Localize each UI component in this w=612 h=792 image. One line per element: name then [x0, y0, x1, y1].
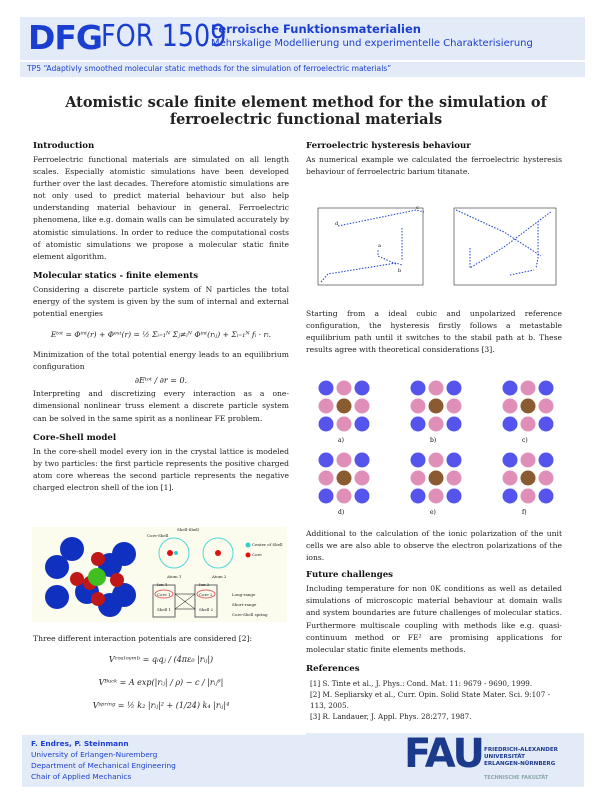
- potentials-section: [33, 633, 289, 710]
- interp-text: Interpreting and discretizing every interaction as a one-dimensional nonlinear truss element a discrete particle system can be solved in the same spirit as a nonlinear FE problem.: [33, 389, 289, 423]
- potentials-text: Three different interaction potentials are considered [2]:: [33, 634, 253, 643]
- pink-atom: [411, 399, 426, 414]
- buckingham-equation: Vᴮᵘᶜᵏ = A exp(|rᵢⱼ| / ρ) − c / |rᵢⱼ⁶|: [98, 678, 224, 688]
- title-line2: ferroelectric functional materials: [169, 111, 443, 128]
- pink-atom: [429, 381, 444, 396]
- center-ion: [88, 568, 106, 586]
- fau-logo: FAU: [404, 731, 483, 777]
- blue-atom: [411, 417, 426, 432]
- authors: F. Endres, P. Steinmann: [31, 739, 129, 748]
- blue-atom: [411, 453, 426, 468]
- label-atom2: Atom 2: [212, 574, 227, 579]
- plot-label-d: d: [335, 221, 339, 227]
- legend-short-range: Short-range: [232, 602, 257, 607]
- hysteresis-plot-left: [318, 208, 424, 285]
- plot-label-c: c: [416, 205, 419, 211]
- start-section: [306, 308, 562, 356]
- label-ion1: Ion 1: [157, 582, 168, 587]
- atom-panel: [319, 381, 370, 445]
- pink-atom: [337, 381, 352, 396]
- blue-atom: [539, 453, 554, 468]
- center-atom: [429, 399, 444, 414]
- header-subtitle: Mehrskalige Modellierung und experimentelle Charakterisierung: [211, 38, 533, 49]
- pink-atom: [539, 471, 554, 486]
- panel-label: f): [522, 509, 527, 516]
- pink-atom: [503, 399, 518, 414]
- blue-atom: [411, 489, 426, 504]
- pink-atom: [355, 471, 370, 486]
- blue-atom: [355, 453, 370, 468]
- ms-text: Considering a discrete particle system of N particles the total energy of the system is given by the sum of internal and external potential energies: [33, 284, 289, 319]
- pink-atom: [429, 417, 444, 432]
- reference-3: [3] R. Landauer, J. Appl. Phys. 28:277, 1987.: [310, 711, 472, 721]
- pink-atom: [319, 471, 334, 486]
- fau-name: [484, 747, 558, 768]
- min-equation: ∂Eᵗᵒᵗ / ∂r = 0.: [134, 376, 188, 386]
- center-atom: [337, 399, 352, 414]
- plot-label-b: b: [398, 268, 402, 274]
- label-shell2: Shell 2: [199, 607, 214, 612]
- pink-atom: [337, 489, 352, 504]
- pink-atom: [429, 453, 444, 468]
- legend-long-range: Long-range: [232, 592, 256, 597]
- intro-text: Ferroelectric functional materials are simulated on all length scales. Especially atomistic simulations have been developed further over the last decades. Therefore atomistic simulations are not only used to predict material behaviour but also help understanding material behaviour in general. Ferroelectric phenomena, like e.g. domain walls can be simulated accurately by atomistic simulations. In order to reduce the computational costs of atomistic simulations we propose a molecular static finite element algorithm.: [33, 155, 289, 261]
- for-number: FOR 1509: [101, 19, 227, 54]
- atom-panel: [411, 381, 462, 445]
- blue-atom: [503, 381, 518, 396]
- center-atom: [521, 399, 536, 414]
- pink-atom: [429, 489, 444, 504]
- start-text: Starting from a ideal cubic and unpolarized reference configuration, the hysteresis firstly follows a metastable equilibrium path until it switches to the stabil path at b. These results agree with theoretical considerations [3].: [306, 309, 562, 355]
- center-atom: [521, 471, 536, 486]
- legend-core: Core: [252, 552, 262, 557]
- atom-panel: [411, 453, 462, 517]
- future-heading: Future challenges: [306, 570, 394, 581]
- legend-spring: Core-Shell spring: [232, 612, 268, 617]
- author-block: [22, 735, 306, 787]
- label-ion2: Ion 2: [199, 582, 210, 587]
- fau-line2: UNIVERSITÄT: [484, 754, 525, 760]
- chair: Chair of Applied Mechanics: [31, 772, 132, 781]
- fau-faculty: TECHNISCHE FAKULTÄT: [484, 775, 549, 781]
- references-heading: References: [306, 663, 360, 674]
- project-title: TP5 “Adaptivly smoothed molecular static methods for the simulation of ferroelectric materials”: [27, 64, 392, 73]
- blue-atom: [319, 381, 334, 396]
- university: University of Erlangen-Nuremberg: [31, 750, 158, 759]
- poster-title: [0, 94, 612, 128]
- blue-atom: [355, 417, 370, 432]
- blue-atom: [319, 489, 334, 504]
- panel-label: e): [430, 509, 436, 516]
- reference-1: [1] S. Tinte et al., J. Phys.: Cond. Mat. 11: 9679 - 9690, 1999.: [310, 678, 533, 688]
- future-section: [306, 528, 562, 722]
- atom-panel: [503, 381, 554, 445]
- panel-label: a): [338, 437, 344, 444]
- panel-label: b): [430, 437, 437, 444]
- blue-atom: [539, 417, 554, 432]
- panel-label: d): [338, 509, 345, 516]
- atom-panel: [319, 453, 370, 517]
- blue-atom: [503, 453, 518, 468]
- pink-atom: [337, 417, 352, 432]
- fau-logo-block: [306, 733, 584, 787]
- blue-atom: [355, 489, 370, 504]
- future-text: Including temperature for non 0K conditions as well as detailed simulations of microscopic material behaviour at domain walls and system boundaries are future challenges of molecular statics. Furthermore multiscale coupling with methods like e.g. quasi-continuum method or FE² are promising applications for molecular static finite elements methods.: [306, 584, 562, 654]
- blue-atom: [503, 417, 518, 432]
- label-core1: Core 1: [157, 592, 171, 597]
- blue-atom: [447, 453, 462, 468]
- plot-label-a: a: [378, 243, 381, 249]
- core-shell-figure: [32, 527, 287, 622]
- dfg-logo: DFG: [28, 18, 103, 57]
- pink-atom: [319, 399, 334, 414]
- department: Department of Mechanical Engineering: [31, 761, 176, 770]
- pink-atom: [521, 453, 536, 468]
- ms-heading: Molecular statics - finite elements: [33, 270, 199, 281]
- cs-heading: Core-Shell model: [33, 432, 117, 443]
- pink-atom: [447, 471, 462, 486]
- energy-equation: Eᵗᵒᵗ = Φⁱⁿᵗ(r) + Φᵉˣᵗ(r) = ½ Σᵢ₌₁ᴺ Σⱼ≠ᵢᴺ Φⁱⁿᵗ(rᵢⱼ) + Σᵢ₌₁ᴺ fᵢ · rᵢ.: [50, 330, 272, 340]
- crystal-lattice-image: [32, 527, 152, 622]
- pink-atom: [411, 471, 426, 486]
- pink-atom: [503, 471, 518, 486]
- label-core-shell: Core-Shell: [147, 533, 169, 538]
- polarization-panels: [316, 378, 586, 518]
- hysteresis-section: [306, 141, 562, 178]
- intro-heading: Introduction: [33, 141, 95, 151]
- reference-2: [2] M. Sepliarsky et al., Curr. Opin. Solid State Mater. Sci. 9:107 - 113, 2005.: [310, 689, 551, 710]
- blue-atom: [447, 417, 462, 432]
- pink-atom: [521, 381, 536, 396]
- label-shell-shell: Shell-Shell: [177, 527, 199, 532]
- pink-atom: [355, 399, 370, 414]
- left-column: [33, 141, 289, 494]
- label-core2: Core 2: [199, 592, 213, 597]
- blue-atom: [319, 417, 334, 432]
- title-line1: Atomistic scale finite element method for the simulation of: [65, 94, 547, 111]
- panel-label: c): [522, 437, 528, 444]
- center-atom: [337, 471, 352, 486]
- additional-text: Additional to the calculation of the ionic polarization of the unit cells we are also able to observe the electron polarizations of the ions.: [306, 529, 562, 563]
- header-title: Ferroische Funktionsmaterialien: [211, 22, 421, 36]
- blue-atom: [447, 489, 462, 504]
- hysteresis-plot-right: [454, 208, 556, 285]
- blue-atom: [355, 381, 370, 396]
- spring-equation: Vˢᵖʳⁱⁿᵍ = ½ k₂ |rᵢⱼ|² + (1/24) k₄ |rᵢⱼ|⁴: [92, 701, 230, 711]
- label-shell1: Shell 1: [157, 607, 172, 612]
- blue-atom: [319, 453, 334, 468]
- hysteresis-text: As numerical example we calculated the ferroelectric hysteresis behaviour of ferroelectric barium titanate.: [306, 155, 562, 177]
- pink-atom: [447, 399, 462, 414]
- blue-atom: [539, 381, 554, 396]
- min-text: Minimization of the total potential energy leads to an equilibrium configuration: [33, 350, 289, 372]
- atom-panel: [503, 453, 554, 517]
- hysteresis-heading: Ferroelectric hysteresis behaviour: [306, 141, 471, 151]
- fau-line3: ERLANGEN-NÜRNBERG: [484, 761, 556, 767]
- pink-atom: [521, 489, 536, 504]
- center-atom: [429, 471, 444, 486]
- coulomb-equation: Vᶜᵒᵘˡᵒᵘᵐᵇ = qᵢqⱼ / (4πε₀ |rᵢⱼ|): [108, 655, 214, 665]
- blue-atom: [539, 489, 554, 504]
- pink-atom: [337, 453, 352, 468]
- pink-atom: [539, 399, 554, 414]
- label-atom1: Atom 1: [167, 574, 182, 579]
- hysteresis-plots: [306, 200, 576, 295]
- pink-atom: [521, 417, 536, 432]
- blue-atom: [503, 489, 518, 504]
- cs-text: In the core-shell model every ion in the crystal lattice is modeled by two particles: the first particle represents the positive charged atom core whereas the second particle represents the negative charged electron shell of the ion [1].: [33, 446, 289, 492]
- blue-atom: [447, 381, 462, 396]
- legend-center-of-shell: Center of Shell: [252, 542, 283, 547]
- blue-atom: [411, 381, 426, 396]
- fau-line1: FRIEDRICH-ALEXANDER: [484, 747, 558, 753]
